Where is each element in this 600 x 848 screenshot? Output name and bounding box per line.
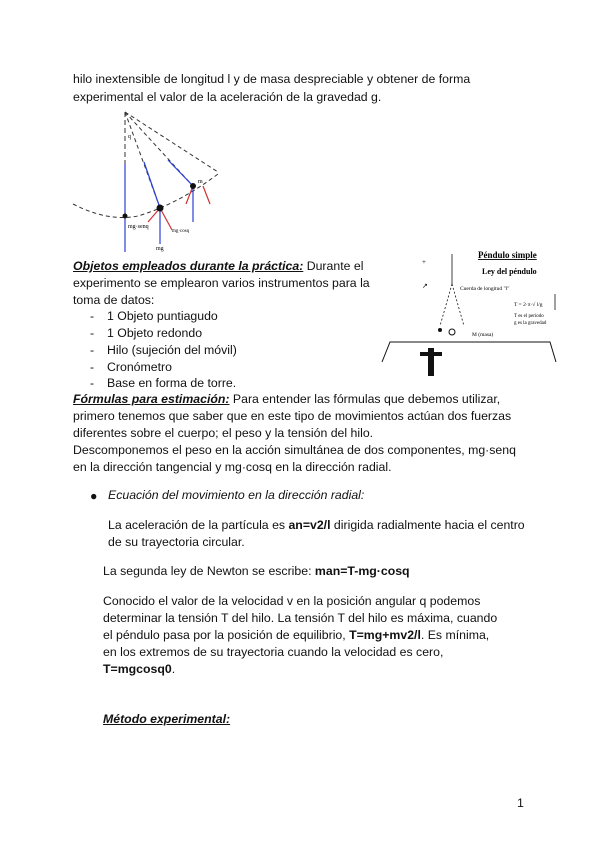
label-mg-cos: mg·cosq	[172, 229, 190, 234]
angle-mark: ↗	[422, 282, 428, 290]
tension-arrow-2	[144, 162, 160, 208]
radial-p3-line-1: Conocido el valor de la velocidad v en la posición angular q podemos	[103, 594, 481, 608]
simple-pendulum-diagram	[380, 244, 560, 380]
radial-p3-line-5: T=mgcosq0.	[103, 662, 176, 676]
radial-bullet: Ecuación del movimiento en la dirección radial:	[108, 488, 365, 502]
base-line	[382, 342, 556, 362]
label-m: m	[198, 179, 203, 185]
intro-line-1: hilo inextensible de longitud l y de masa despreciable y obtener de forma	[73, 72, 471, 86]
label-theta: q	[128, 134, 131, 140]
fig-formula: T = 2·π·√ l/g	[514, 302, 543, 308]
radial-arrow	[160, 208, 172, 230]
formulas-heading: Fórmulas para estimación:	[73, 392, 230, 406]
radial-p1-line-1: La aceleración de la partícula es an=v2/l dirigida radialmente hacia el centro	[108, 518, 525, 532]
radial-p2: La segunda ley de Newton se escribe: man=T-mg·cosq	[103, 564, 410, 578]
fig-cuerda: Cuerda de longitud "l"	[460, 286, 510, 292]
intro-line-2: experimental el valor de la aceleración de la gravedad g.	[73, 90, 382, 104]
page-number: 1	[517, 796, 524, 810]
tangent-arrow-3	[203, 186, 210, 204]
label-mg-sen: mg·senq	[128, 224, 149, 230]
formulas-line-3: diferentes sobre el cuerpo; el peso y la tensión del hilo.	[73, 426, 374, 440]
list-item: - 1 Objeto puntiagudo	[90, 309, 218, 323]
pendulum-force-diagram	[68, 104, 228, 259]
bullet-dot: ●	[90, 489, 98, 503]
formulas-line-1	[73, 391, 500, 408]
fig-note-1: T es el periodo	[514, 314, 544, 319]
tension-arrow-3	[168, 160, 193, 186]
svg-text:+: +	[422, 258, 426, 266]
objetos-line-1	[73, 258, 363, 275]
fig-title: Péndulo simple	[478, 250, 537, 260]
fig-note-2: g es la gravedad	[514, 321, 547, 326]
bob-position-2	[190, 183, 196, 189]
radial-p1-line-2: de su trayectoria circular.	[108, 535, 245, 549]
objetos-line-3: toma de datos:	[73, 293, 155, 307]
formulas-line-5: en la dirección tangencial y mg·cosq en la dirección radial.	[73, 460, 392, 474]
arc-trajectory	[73, 174, 218, 218]
formulas-line-1-rest: Para entender las fórmulas que debemos utilizar,	[229, 392, 501, 406]
radial-p3-line-4: en los extremos de su trayectoria cuando la velocidad es cero,	[103, 645, 444, 659]
objetos-line-2: experimento se emplearon varios instrumentos para la	[73, 276, 370, 290]
list-item: - Hilo (sujeción del móvil)	[90, 343, 237, 357]
objetos-line-1-rest: Durante el	[303, 259, 364, 273]
label-mg: mg	[156, 246, 164, 252]
list-item: - 1 Objeto redondo	[90, 326, 203, 340]
fig-subtitle: Ley del péndulo	[482, 267, 537, 276]
formulas-line-4: Descomponemos el peso en la acción simultánea de dos componentes, mg·senq	[73, 443, 516, 457]
bob-equilibrium	[123, 214, 128, 219]
list-item: - Base en forma de torre.	[90, 376, 237, 390]
radial-p3-line-3: el péndulo pasa por la posición de equilibrio, T=mg+mv2/l. Es mínima,	[103, 628, 490, 642]
formulas-line-2: primero tenemos que saber que en este tipo de movimientos actúan dos fuerzas	[73, 409, 512, 423]
bob-position-1	[157, 205, 164, 212]
metodo-heading: Método experimental:	[103, 712, 231, 726]
fig-masa: M (masa)	[472, 332, 494, 338]
list-item: - Cronómetro	[90, 360, 172, 374]
radial-p3-line-2: determinar la tensión T del hilo. La tensión T del hilo es máxima, cuando	[103, 611, 498, 625]
pendulum-bob	[449, 329, 455, 335]
objetos-heading: Objetos empleados durante la práctica:	[73, 259, 304, 273]
